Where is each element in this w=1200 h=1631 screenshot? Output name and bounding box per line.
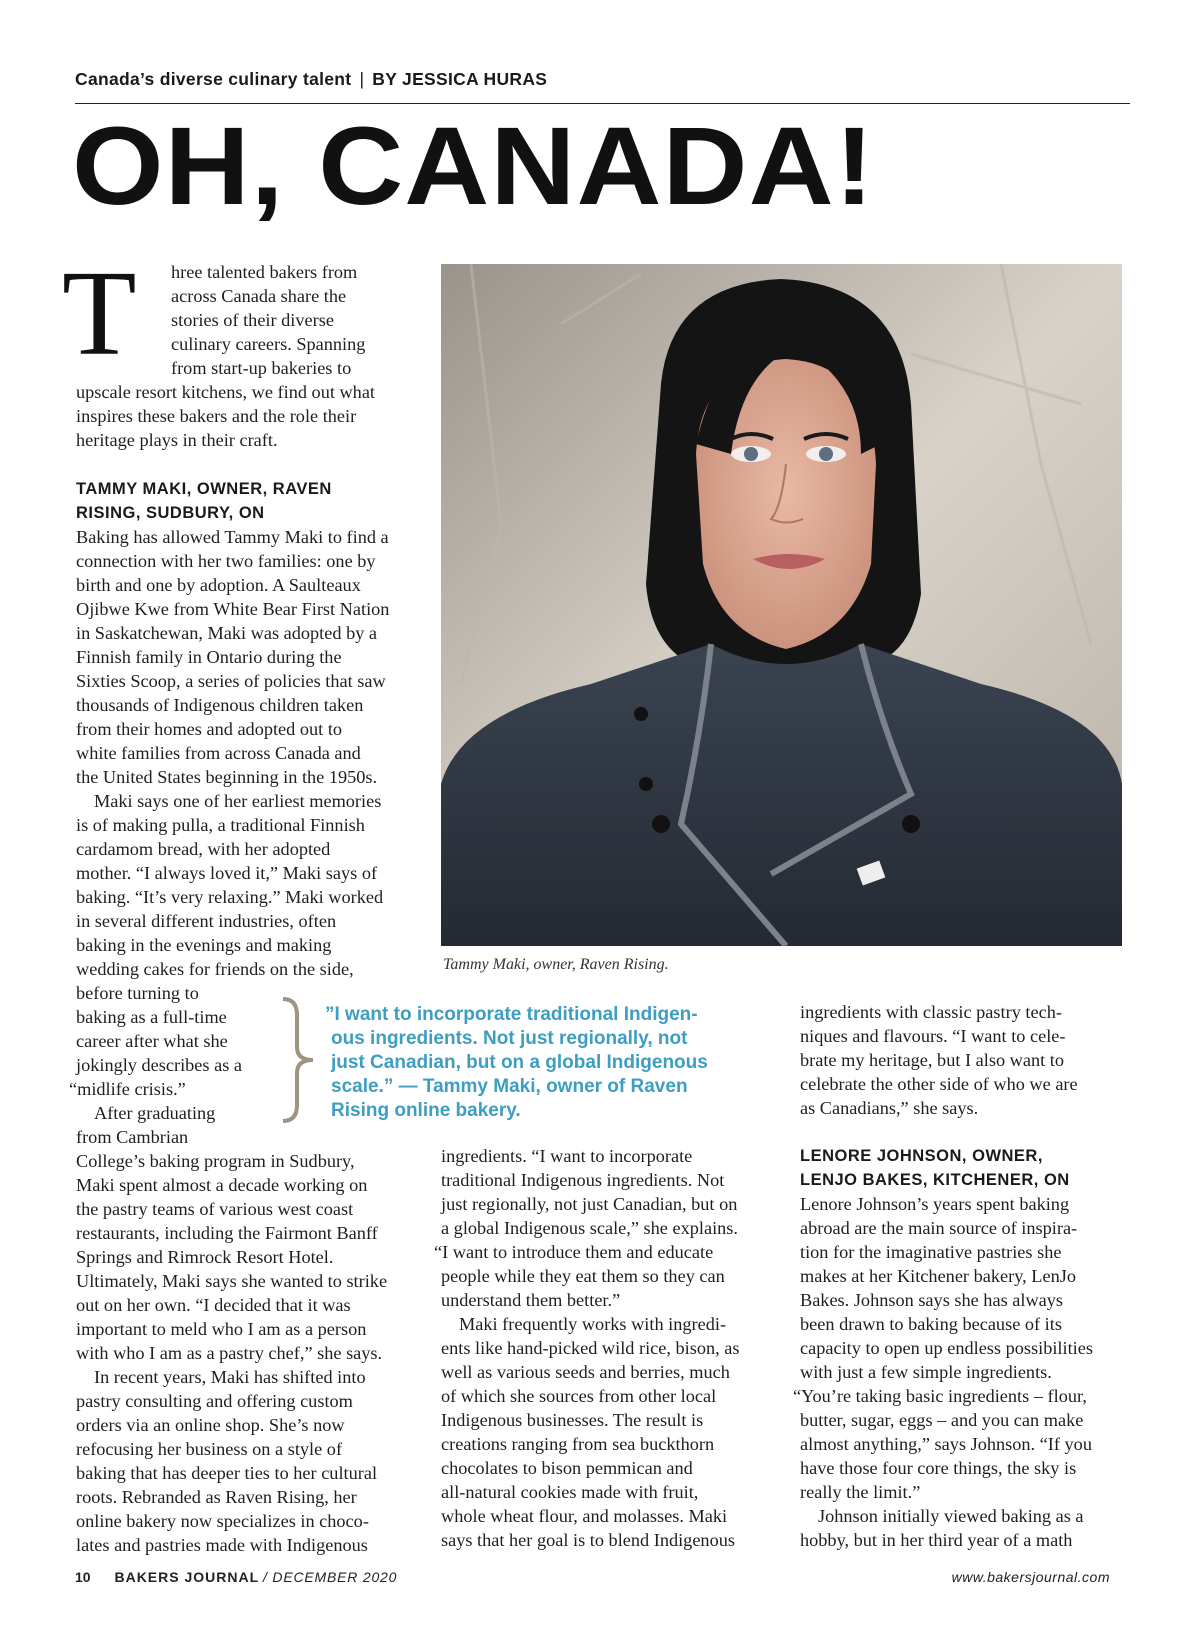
text-line: birth and one by adoption. A Saulteaux	[76, 575, 361, 595]
text-line: connection with her two families: one by	[76, 551, 376, 571]
page-footer	[75, 1569, 1110, 1585]
text-line: as Canadians,” she says.	[800, 1098, 979, 1118]
text-line: jokingly describes as a	[76, 1055, 243, 1075]
text-line: been drawn to baking because of its	[800, 1314, 1062, 1334]
header-rule	[75, 103, 1130, 104]
text-line: baking as a full-time	[76, 1007, 227, 1027]
text-line: butter, sugar, eggs – and you can make	[800, 1410, 1084, 1430]
text-line: of which she sources from other local	[441, 1386, 717, 1406]
text-line: ingredients with classic pastry tech-	[800, 1002, 1062, 1022]
text-line: have those four core things, the sky is	[800, 1458, 1077, 1478]
text-line: baking that has deeper ties to her cultural	[76, 1463, 378, 1483]
text-line: from Cambrian	[76, 1127, 189, 1147]
text-line: online bakery now specializes in choco-	[76, 1511, 369, 1531]
intro-wrapped-text	[171, 260, 421, 380]
body-column-3	[793, 1192, 1125, 1552]
portrait-photo	[441, 264, 1122, 946]
text-line: “I want to introduce them and educate	[434, 1242, 714, 1262]
section-heading-tammy-maki	[76, 477, 421, 525]
text-line: orders via an online shop. She’s now	[76, 1415, 345, 1435]
article-kicker	[75, 69, 547, 90]
text-line: the pastry teams of various west coast	[76, 1199, 354, 1219]
text-line: Lenore Johnson’s years spent baking	[800, 1194, 1070, 1214]
text-line: from start-up bakeries to	[171, 358, 352, 378]
text-line: career after what she	[76, 1031, 228, 1051]
text-line: says that her goal is to blend Indigenous	[441, 1530, 735, 1550]
text-line: with who I am as a pastry chef,” she says.	[76, 1343, 383, 1363]
text-line: in several different industries, often	[76, 911, 337, 931]
text-line: Baking has allowed Tammy Maki to find a	[76, 527, 389, 547]
text-line: capacity to open up endless possibilities	[800, 1338, 1093, 1358]
text-line: is of making pulla, a traditional Finnish	[76, 815, 365, 835]
pull-quote-line: Rising online bakery.	[331, 1100, 521, 1121]
text-line: refocusing her business on a style of	[76, 1439, 343, 1459]
text-line: College’s baking program in Sudbury,	[76, 1151, 355, 1171]
headline: OH, CANADA!	[72, 105, 875, 228]
text-line: Indigenous businesses. The result is	[441, 1410, 704, 1430]
intro-text	[76, 380, 421, 452]
website-url: www.bakersjournal.com	[951, 1569, 1110, 1585]
text-line: mother. “I always loved it,” Maki says of	[76, 863, 378, 883]
text-line: stories of their diverse	[171, 310, 334, 330]
text-line: cardamom bread, with her adopted	[76, 839, 331, 859]
text-line: Ojibwe Kwe from White Bear First Nation	[76, 599, 390, 619]
text-line: in Saskatchewan, Maki was adopted by a	[76, 623, 378, 643]
page-number: 10	[75, 1569, 91, 1585]
text-line: inspires these bakers and the role their	[76, 406, 357, 426]
text-line: important to meld who I am as a person	[76, 1319, 367, 1339]
text-line: Finnish family in Ontario during the	[76, 647, 342, 667]
text-line: heritage plays in their craft.	[76, 430, 278, 450]
text-line: Sixties Scoop, a series of policies that saw	[76, 671, 386, 691]
photo-caption: Tammy Maki, owner, Raven Rising.	[443, 956, 669, 973]
pull-quote-brace	[277, 995, 319, 1125]
text-line: Maki frequently works with ingredi-	[459, 1314, 727, 1334]
text-line: Ultimately, Maki says she wanted to strike	[76, 1271, 388, 1291]
text-line: culinary careers. Spanning	[171, 334, 366, 354]
heading-line: LENORE JOHNSON, OWNER,	[800, 1147, 1043, 1165]
text-line: well as various seeds and berries, much	[441, 1362, 730, 1382]
text-line: with just a few simple ingredients.	[800, 1362, 1052, 1382]
text-line: hobby, but in her third year of a math	[800, 1530, 1073, 1550]
text-line: before turning to	[76, 983, 199, 1003]
text-line: Springs and Rimrock Resort Hotel.	[76, 1247, 334, 1267]
text-line: really the limit.”	[800, 1482, 921, 1502]
pull-quote-line: ”I want to incorporate traditional Indigen-	[325, 1004, 698, 1025]
section-heading-lenore-johnson	[800, 1144, 1125, 1192]
text-line: thousands of Indigenous children taken	[76, 695, 364, 715]
text-line: traditional Indigenous ingredients. Not	[441, 1170, 725, 1190]
text-line: roots. Rebranded as Raven Rising, her	[76, 1487, 357, 1507]
heading-line: LENJO BAKES, KITCHENER, ON	[800, 1171, 1070, 1189]
text-line: from their homes and adopted out to	[76, 719, 343, 739]
pull-quote-line: ous ingredients. Not just regionally, not	[331, 1028, 688, 1049]
body-column-2	[434, 1144, 771, 1552]
heading-line: RISING, SUDBURY, ON	[76, 504, 265, 522]
section-label: Canada’s diverse culinary talent	[75, 69, 352, 89]
text-line: baking in the evenings and making	[76, 935, 332, 955]
text-line: makes at her Kitchener bakery, LenJo	[800, 1266, 1076, 1286]
text-line: Bakes. Johnson says she has always	[800, 1290, 1064, 1310]
text-line: tion for the imaginative pastries she	[800, 1242, 1062, 1262]
text-line: upscale resort kitchens, we find out what	[76, 382, 376, 402]
kicker-separator: |	[359, 69, 365, 89]
pull-quote-line: scale.” — Tammy Maki, owner of Raven	[331, 1076, 688, 1097]
text-line: almost anything,” says Johnson. “If you	[800, 1434, 1092, 1454]
text-line: ingredients. “I want to incorporate	[441, 1146, 693, 1166]
text-line: restaurants, including the Fairmont Banff	[76, 1223, 378, 1243]
body-column-3-top	[800, 1000, 1125, 1120]
text-line: “You’re taking basic ingredients – flour,	[793, 1386, 1087, 1406]
text-line: understand them better.”	[441, 1290, 621, 1310]
text-line: creations ranging from sea buckthorn	[441, 1434, 715, 1454]
text-line: After graduating	[94, 1103, 216, 1123]
text-line: lates and pastries made with Indigenous	[76, 1535, 368, 1555]
text-line: baking. “It’s very relaxing.” Maki worked	[76, 887, 384, 907]
text-line: In recent years, Maki has shifted into	[94, 1367, 366, 1387]
text-line: ents like hand-picked wild rice, bison, as	[441, 1338, 740, 1358]
magazine-name: BAKERS JOURNAL	[114, 1569, 260, 1585]
text-line: Maki spent almost a decade working on	[76, 1175, 368, 1195]
text-line: across Canada share the	[171, 286, 347, 306]
text-line: Johnson initially viewed baking as a	[818, 1506, 1084, 1526]
text-line: white families from across Canada and	[76, 743, 361, 763]
text-line: brate my heritage, but I also want to	[800, 1050, 1064, 1070]
text-line: the United States beginning in the 1950s.	[76, 767, 378, 787]
pull-quote	[325, 1003, 775, 1123]
byline: BY JESSICA HURAS	[372, 69, 548, 89]
text-line: out on her own. “I decided that it was	[76, 1295, 351, 1315]
text-line: “midlife crisis.”	[69, 1079, 186, 1099]
text-line: celebrate the other side of who we are	[800, 1074, 1078, 1094]
text-line: wedding cakes for friends on the side,	[76, 959, 354, 979]
text-line: Maki says one of her earliest memories	[94, 791, 382, 811]
heading-line: TAMMY MAKI, OWNER, RAVEN	[76, 480, 332, 498]
text-line: hree talented bakers from	[171, 262, 358, 282]
issue-date: / DECEMBER 2020	[263, 1569, 398, 1585]
text-line: a global Indigenous scale,” she explains.	[441, 1218, 738, 1238]
text-line: chocolates to bison pemmican and	[441, 1458, 693, 1478]
text-line: pastry consulting and offering custom	[76, 1391, 353, 1411]
text-line: abroad are the main source of inspira-	[800, 1218, 1078, 1238]
drop-cap: T	[62, 246, 137, 381]
text-line: just regionally, not just Canadian, but on	[441, 1194, 738, 1214]
text-line: people while they eat them so they can	[441, 1266, 725, 1286]
text-line: niques and flavours. “I want to cele-	[800, 1026, 1066, 1046]
text-line: all-natural cookies made with fruit,	[441, 1482, 699, 1502]
text-line: whole wheat flour, and molasses. Maki	[441, 1506, 728, 1526]
pull-quote-line: just Canadian, but on a global Indigenous	[331, 1052, 708, 1073]
